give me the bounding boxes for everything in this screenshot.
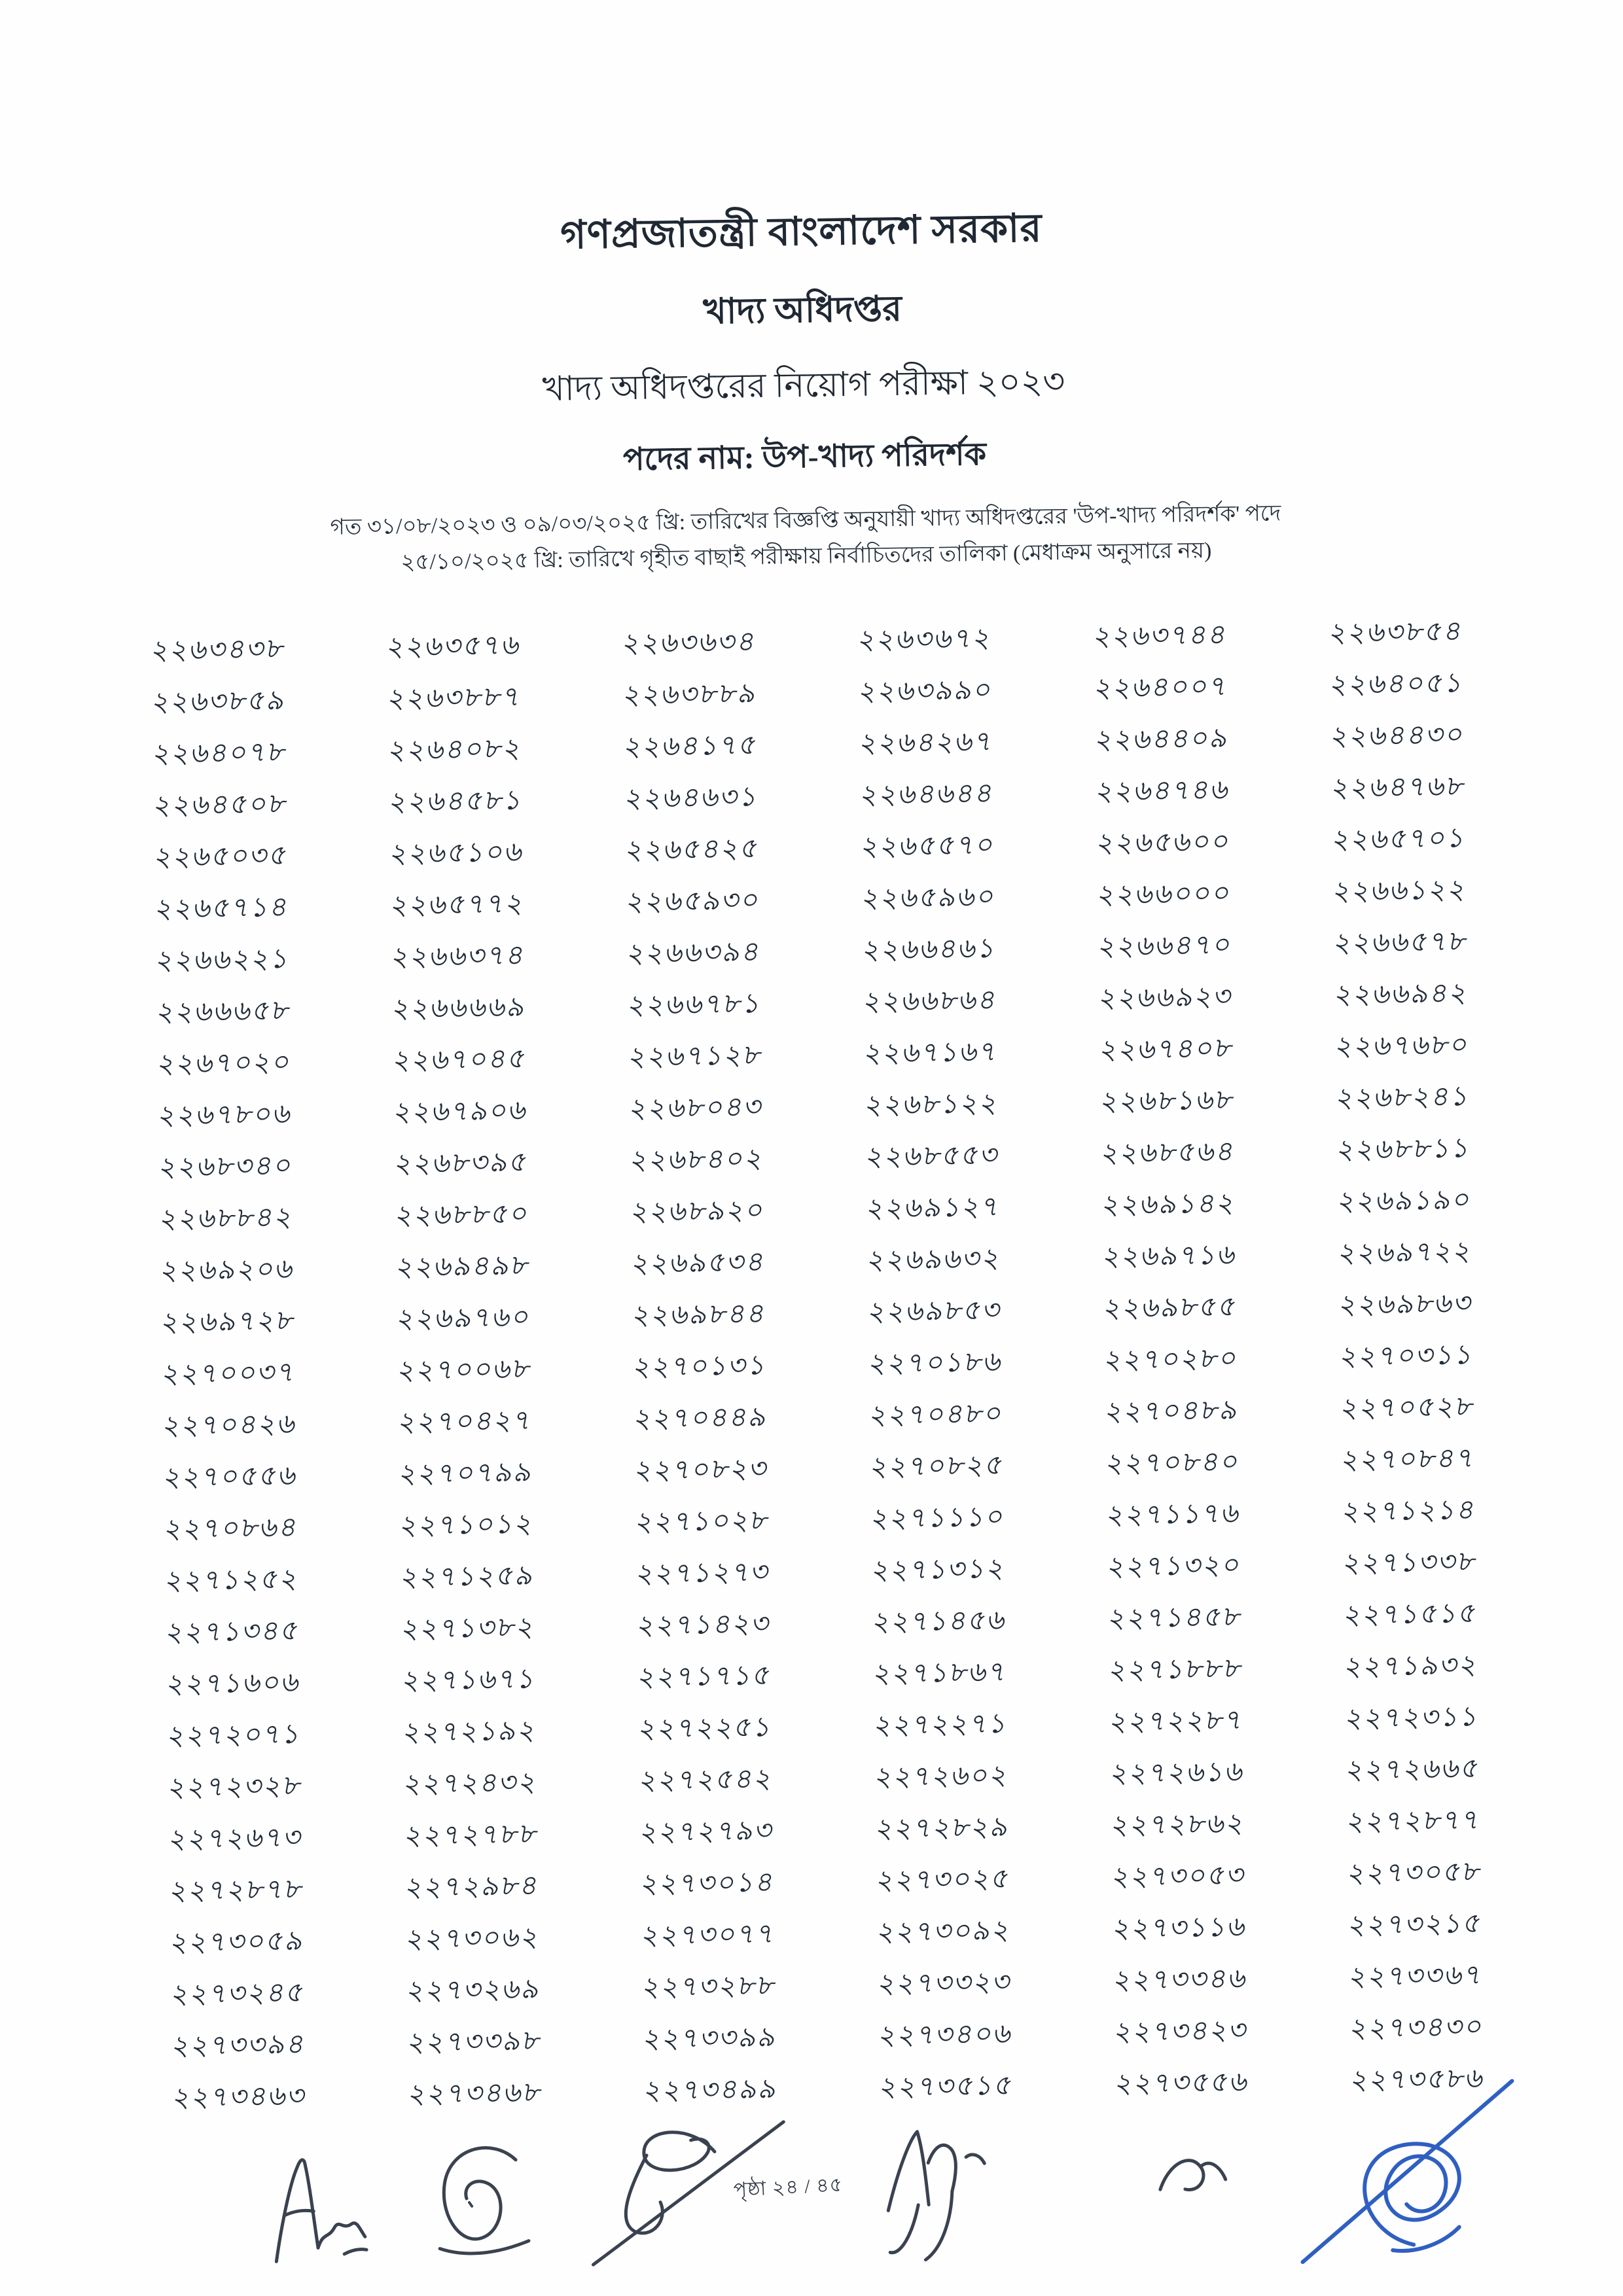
- roll-number-cell: ২২৬৮১৬৮: [1097, 1085, 1238, 1118]
- roll-number-cell: ২২৬৫৯৬০: [859, 881, 999, 914]
- roll-number-cell: ২২৭৩৩৬৭: [1346, 1960, 1487, 1993]
- roll-number-cell: ২২৭৩৪০৬: [876, 2019, 1016, 2051]
- roll-number-cell: ২২৬৩৭৪৪: [1091, 620, 1231, 652]
- roll-number-cell: ২২৬৭৪০৮: [1097, 1033, 1237, 1066]
- roll-number-cell: ২২৭১৪২৩: [634, 1608, 774, 1642]
- roll-number-cell: ২২৭১৪৫৬: [870, 1605, 1010, 1638]
- roll-number-cell: ২২৬৬৩৭৪: [389, 940, 529, 973]
- roll-number-cell: ২২৬৯১৪২: [1099, 1188, 1240, 1221]
- roll-number-cell: ২২৬৯৮৫৫: [1101, 1292, 1241, 1324]
- roll-number-cell: ২২৬৬৮৬৪: [861, 985, 1001, 1017]
- roll-number-cell: ২২৬৬৬৬৯: [389, 992, 529, 1025]
- roll-number-cell: ২২৬৬৪৭০: [1096, 930, 1236, 963]
- roll-number-cell: ২২৬৬৭৮১: [625, 989, 765, 1021]
- roll-number-cell: ২২৭২৬৭৩: [166, 1822, 306, 1855]
- roll-number-cell: ২২৬৪৪৩০: [1328, 720, 1468, 752]
- roll-number-cell: ২২৬৭৯০৬: [391, 1095, 531, 1128]
- roll-number-cell: ২২৬৩৫৭৬: [384, 630, 524, 663]
- roll-number-cell: ২২৬৫৯৩০: [624, 885, 764, 918]
- roll-number-cell: ২২৬৮০৪৩: [626, 1092, 767, 1125]
- roll-number-cell: ২২৬৯৭১৬: [1100, 1240, 1240, 1273]
- roll-number-cell: ২২৭০৪৮৯: [1102, 1395, 1243, 1428]
- roll-number-cell: ২২৭৩০৭৭: [639, 1918, 779, 1952]
- roll-number-cell: ২২৬৩৮৮৭: [385, 682, 525, 715]
- roll-number-cell: ২২৭২২৫১: [635, 1712, 776, 1745]
- roll-number-cell: ২২৭০১৮৬: [866, 1347, 1007, 1379]
- notice-line-1: গত ৩১/০৮/২০২৩ ও ০৯/০৩/২০২৫ খ্রি: তারিখের বিজ্ঞপ্তি অনুযায়ী খাদ্য অধিদপ্তরের 'উপ-খাদ্য পরিদর্শক' পদে: [330, 501, 1281, 540]
- roll-number-cell: ২২৭২৩২৮: [166, 1771, 306, 1803]
- signature-1: [266, 2141, 376, 2276]
- roll-number-cell: ২২৭২২৮৭: [1107, 1705, 1247, 1738]
- roll-number-cell: ২২৬৪৬৩১: [622, 782, 762, 815]
- roll-number-cell: ২২৬৬২২১: [153, 944, 293, 976]
- roll-number-cell: ২২৬৮৫৬৪: [1099, 1137, 1239, 1169]
- roll-number-cell: ২২৬৪০০৭: [1092, 671, 1232, 704]
- roll-number-cell: ২২৭২৭৮৮: [402, 1819, 542, 1852]
- roll-number-cell: ২২৭১৭১৫: [635, 1660, 776, 1693]
- roll-number-cell: ২২৭০৪২৬: [160, 1409, 300, 1441]
- signature-5: [1152, 2146, 1231, 2209]
- roll-number-cell: ২২৭২৫৪২: [637, 1763, 777, 1797]
- roll-number-cell: ২২৬৬০০০: [1095, 878, 1235, 911]
- roll-number-cell: ২২৭৩০৫৮: [1345, 1856, 1485, 1890]
- roll-number-cell: ২২৬৭০৪৫: [390, 1044, 531, 1076]
- roll-number-cell: ২২৭১৪৫৮: [1105, 1602, 1245, 1634]
- roll-number-cell: ২২৭১৩২০: [1105, 1550, 1245, 1583]
- roll-number-cell: ২২৭৩৫১৫: [877, 2070, 1017, 2103]
- roll-number-cell: ২২৬৭৮০৬: [155, 1099, 296, 1131]
- roll-number-cell: ২২৬৭১৬৭: [861, 1036, 1002, 1069]
- roll-number-cell: ২২৭৩৪৩০: [1347, 2011, 1488, 2045]
- roll-number-cell: ২২৬৪০৮২: [385, 733, 526, 766]
- roll-number-cell: ২২৭২৩১১: [1342, 1701, 1483, 1735]
- roll-number-cell: ২২৬৩৯৯০: [856, 675, 996, 707]
- roll-number-cell: ২২৭০১৩১: [630, 1351, 771, 1383]
- roll-number-cell: ২২৬৮১২২: [862, 1088, 1003, 1121]
- roll-number-cell: ২২৭২০৭১: [165, 1719, 305, 1752]
- roll-number-cell: ২২৭২৮৭৭: [1344, 1805, 1484, 1838]
- roll-number-cell: ২২৭২৮২৯: [873, 1812, 1013, 1845]
- roll-number-cell: ২২৭১৯৩২: [1342, 1650, 1482, 1683]
- roll-number-cell: ২২৬৬৫৭৮: [1331, 927, 1471, 959]
- roll-number-cell: ২২৬৪১৭৫: [621, 730, 761, 763]
- roll-number-cell: ২২৭০২৮০: [1101, 1343, 1242, 1376]
- roll-number-cell: ২২৬৬৬৫৮: [154, 995, 294, 1028]
- roll-number-cell: ২২৬৬৯২৩: [1096, 981, 1236, 1014]
- roll-number-cell: ২২৬৮৯২০: [628, 1195, 768, 1228]
- roll-number-cell: ২২৬৩৮৫৯: [149, 685, 289, 718]
- roll-number-cell: ২২৭১২১৪: [1340, 1494, 1480, 1528]
- roll-number-cell: ২২৬৪৫০৮: [151, 788, 291, 821]
- roll-number-cell: ২২৭২৪৩২: [401, 1767, 541, 1800]
- roll-number-cell: ২২৬৩৮৮৯: [620, 679, 760, 711]
- roll-number-cell: ২২৬৫৬০০: [1094, 826, 1234, 859]
- roll-number-cell: ২২৭৩৩৯৪: [169, 2029, 310, 2062]
- roll-number-cell: ২২৬৫৪২৫: [623, 834, 763, 866]
- roll-number-cell: ২২৬৫৭১৪: [152, 892, 293, 925]
- roll-number-cell: ২২৭৩৪২৩: [1111, 2015, 1252, 2048]
- roll-number-cell: ২২৬৯৫৩৪: [629, 1247, 769, 1280]
- roll-number-cell: ২২৭৩৫৫৬: [1113, 2067, 1253, 2100]
- roll-number-cell: ২২৭৩০২৫: [874, 1863, 1014, 1896]
- roll-number-cell: ২২৬৮৫৫৩: [863, 1140, 1003, 1173]
- roll-number-cell: ২২৭১১৭৬: [1104, 1498, 1244, 1531]
- roll-number-cell: ২২৬৯৭২৮: [158, 1305, 298, 1338]
- roll-number-cell: ২২৬৯৪৯৮: [393, 1250, 533, 1283]
- roll-number-cell: ২২৭৩২৬৯: [404, 1974, 544, 2007]
- roll-number-cell: ২২৬৯৬৩২: [865, 1243, 1005, 1276]
- roll-number-cell: ২২৭২৮৭৮: [167, 1874, 307, 1907]
- roll-number-cell: ২২৭১৮৬৭: [870, 1657, 1011, 1689]
- roll-number-cell: ২২৬৯৭৬০: [394, 1302, 534, 1335]
- notice-paragraph: [0, 491, 1618, 587]
- roll-number-cell: ২২৭০৮৬৪: [162, 1512, 302, 1545]
- page-number-label: পৃষ্ঠা ২৪ / ৪৫: [733, 2174, 844, 2201]
- roll-number-cell: ২২৭৩২৪৫: [168, 1977, 309, 2010]
- roll-number-cell: ২২৬৯৭২২: [1336, 1237, 1476, 1269]
- roll-number-cell: ২২৭০৫২৮: [1338, 1391, 1478, 1424]
- roll-number-cell: ২২৬৪২৬৭: [857, 726, 997, 759]
- roll-number-cell: ২২৭৩০৫৯: [168, 1926, 308, 1958]
- roll-number-cell: ২২৭৩২৮৮: [639, 1970, 780, 2004]
- roll-number-cell: ২২৭০৮৪০: [1103, 1447, 1243, 1479]
- signature-6: [1292, 2072, 1520, 2271]
- signature-4: [870, 2112, 993, 2274]
- roll-number-cell: ২২৭১৫১৫: [1341, 1598, 1481, 1631]
- government-title: গণপ্রজাতন্ত্রী বাংলাদেশ সরকার: [560, 206, 1043, 257]
- roll-number-cell: ২২৭১০১২: [397, 1509, 537, 1542]
- roll-number-cell: ২২৭৩০৫৩: [1109, 1860, 1249, 1893]
- roll-number-cell: ২২৭৩৩৯৯: [641, 2022, 781, 2055]
- signature-2: [429, 2139, 536, 2265]
- roll-number-cell: ২২৭০৮৪৭: [1339, 1443, 1479, 1476]
- roll-number-cell: ২২৬৮৪০২: [628, 1144, 768, 1176]
- roll-number-cell: ২২৬৯৮৬৩: [1336, 1288, 1476, 1321]
- roll-number-cell: ২২৬৩৮৫৪: [1327, 616, 1467, 649]
- roll-number-cell: ২২৬৮৩৪০: [156, 1150, 296, 1183]
- roll-number-cell: ২২৭২৬০২: [872, 1760, 1012, 1793]
- department-title: খাদ্য অধিদপ্তর: [702, 289, 902, 332]
- roll-number-cell: ২২৭০৭৯৯: [397, 1457, 537, 1490]
- post-name-line: পদের নাম: উপ-খাদ্য পরিদর্শক: [622, 436, 987, 478]
- roll-number-cell: ২২৭৩৩৯৮: [405, 2026, 545, 2058]
- roll-number-cell: ২২৬৬৯৪২: [1332, 978, 1472, 1011]
- roll-number-cell: ২২৭২৭৯৩: [637, 1815, 777, 1848]
- roll-number-cell: ২২৭২২৭১: [871, 1708, 1012, 1741]
- roll-number-cell: ২২৬৩৪৩৮: [149, 633, 289, 666]
- roll-number-cell: ২২৭৩১১৬: [1110, 1912, 1250, 1945]
- roll-number-cell: ২২৬৭৬৮০: [1332, 1030, 1472, 1063]
- roll-number-cell: ২২৭১২৫২: [162, 1564, 302, 1597]
- roll-number-cell: ২২৬৫১০৬: [387, 837, 527, 870]
- roll-number-cell: ২২৬৪৬৪৪: [857, 778, 998, 811]
- roll-number-cell: ২২৬৫৫৭০: [859, 830, 999, 862]
- roll-number-cell: ২২৬৪৭৬৮: [1329, 771, 1469, 804]
- roll-number-cell: ২২৭২৮৬২: [1109, 1809, 1249, 1841]
- roll-number-cell: ২২৬৮৩৯৫: [392, 1147, 532, 1180]
- roll-number-cell: ২২৬৬৪৬১: [860, 933, 1000, 966]
- roll-number-cell: ২২৭০৫৫৬: [161, 1460, 301, 1493]
- roll-number-cell: ২২৬৯৮৪৪: [630, 1299, 770, 1332]
- roll-number-cell: ২২৬৯১২৭: [864, 1192, 1004, 1224]
- roll-number-cell: ২২৭১০২৮: [633, 1505, 773, 1538]
- exam-title: খাদ্য অধিদপ্তরের নিয়োগ পরীক্ষা ২০২৩: [542, 363, 1065, 409]
- roll-number-cell: ২২৭৩৪৯৯: [641, 2074, 781, 2107]
- roll-number-cell: ২২৭০০৩৭: [159, 1357, 300, 1390]
- roll-number-cell: ২২৭১৬৭১: [399, 1664, 540, 1697]
- roll-number-cell: ২২৭১৩৩৮: [1340, 1546, 1480, 1580]
- roll-number-cell: ২২৭০৩১১: [1337, 1339, 1477, 1373]
- roll-number-cell: ২২৭১৩১২: [869, 1553, 1009, 1586]
- roll-number-cell: ২২৬৫৭০১: [1329, 823, 1470, 856]
- roll-number-cell: ২২৭১৩৪৫: [163, 1616, 303, 1648]
- roll-number-cell: ২২৭০৮২৫: [868, 1450, 1008, 1483]
- roll-number-cell: ২২৬৯২০৬: [158, 1254, 298, 1286]
- roll-number-cell: ২২৭১২৫৯: [398, 1561, 538, 1593]
- roll-number-cell: ২২৬৮৮৫০: [393, 1199, 533, 1231]
- roll-number-cell: ২২৬৮৮১১: [1334, 1133, 1474, 1166]
- roll-number-cell: ২২৬৮২৪১: [1333, 1082, 1474, 1114]
- roll-number-cell: ২২৬৪৪০৯: [1092, 723, 1232, 756]
- roll-number-cell: ২২৭১৩৮২: [399, 1612, 539, 1645]
- roll-number-cell: ২২৭৩৩২৩: [875, 1967, 1016, 2000]
- roll-number-cell: ২২৭১১১০: [868, 1502, 1008, 1534]
- roll-number-cell: ২২৭৩৪৬৩: [170, 2081, 310, 2113]
- roll-number-cell: ২২৬৯১৯০: [1335, 1185, 1475, 1218]
- roll-number-cell: ২২৬৫০৩৫: [152, 840, 292, 873]
- roll-number-cell: ২২৬৪০৫১: [1327, 668, 1467, 701]
- roll-number-cell: ২২৭৩৪৬৮: [406, 2077, 546, 2110]
- roll-number-cell: ২২৭০৮২৩: [632, 1453, 772, 1487]
- roll-number-cell: ২২৬৫৭৭২: [388, 889, 528, 921]
- roll-number-cell: ২২৭৩৩৪৬: [1111, 1964, 1251, 1996]
- roll-number-cell: ২২৬৭১২৮: [626, 1040, 766, 1073]
- roll-number-cell: ২২৭৩৫৮৬: [1348, 2063, 1488, 2096]
- roll-number-cell: ২২৬৬১২২: [1330, 875, 1471, 908]
- roll-number-cell: ২২৭১২৭৩: [633, 1557, 774, 1590]
- roll-number-cell: ২২৭২৬১৬: [1108, 1757, 1248, 1790]
- roll-number-cell: ২২৭২৯৮৪: [402, 1871, 543, 1903]
- roll-number-cell: ২২৭০৪২৭: [395, 1405, 536, 1438]
- roll-number-cell: ২২৬৪৫৮১: [386, 785, 527, 818]
- roll-number-cell: ২২৭০৪৪৯: [631, 1402, 772, 1435]
- roll-number-cell: ২২৬৬৩৯৪: [624, 937, 764, 970]
- roll-number-cell: ২২৭৩২১৫: [1346, 1908, 1486, 1941]
- roll-number-cell: ২২৭০০৬৮: [395, 1354, 535, 1386]
- roll-number-cell: ২২৬৩৬৭২: [855, 623, 995, 656]
- roll-number-cell: ২২৭৩০১৪: [638, 1867, 778, 1900]
- roll-number-cell: ২২৭৩০৯২: [874, 1915, 1014, 1948]
- roll-number-table: [100, 606, 1536, 2126]
- roll-number-cell: ২২৭২৬৬৫: [1344, 1753, 1484, 1786]
- roll-number-cell: ২২৬৮৮৪২: [157, 1202, 297, 1235]
- roll-number-cell: ২২৬৭০২০: [154, 1047, 295, 1080]
- roll-number-cell: ২২৭২১৯২: [401, 1716, 541, 1748]
- roll-number-cell: ২২৬৩৬৩৪: [620, 627, 760, 660]
- roll-number-cell: ২২৬৯৮৫৩: [865, 1295, 1005, 1328]
- roll-number-cell: ২২৭৩০৬২: [403, 1922, 544, 1955]
- notice-line-2: ২৫/১০/২০২৫ খ্রি: তারিখে গৃহীত বাছাই পরীক্ষায় নির্বাচিতদের তালিকা (মেধাক্রম অনুসারে নয়): [401, 538, 1212, 575]
- roll-number-cell: ২২৬৪০৭৮: [150, 737, 291, 769]
- roll-number-cell: ২২৭১৮৮৮: [1106, 1653, 1246, 1686]
- roll-number-cell: ২২৬৪৭৪৬: [1093, 775, 1234, 807]
- roll-number-cell: ২২৭১৬০৬: [164, 1667, 304, 1700]
- roll-number-cell: ২২৭০৪৮০: [866, 1398, 1007, 1431]
